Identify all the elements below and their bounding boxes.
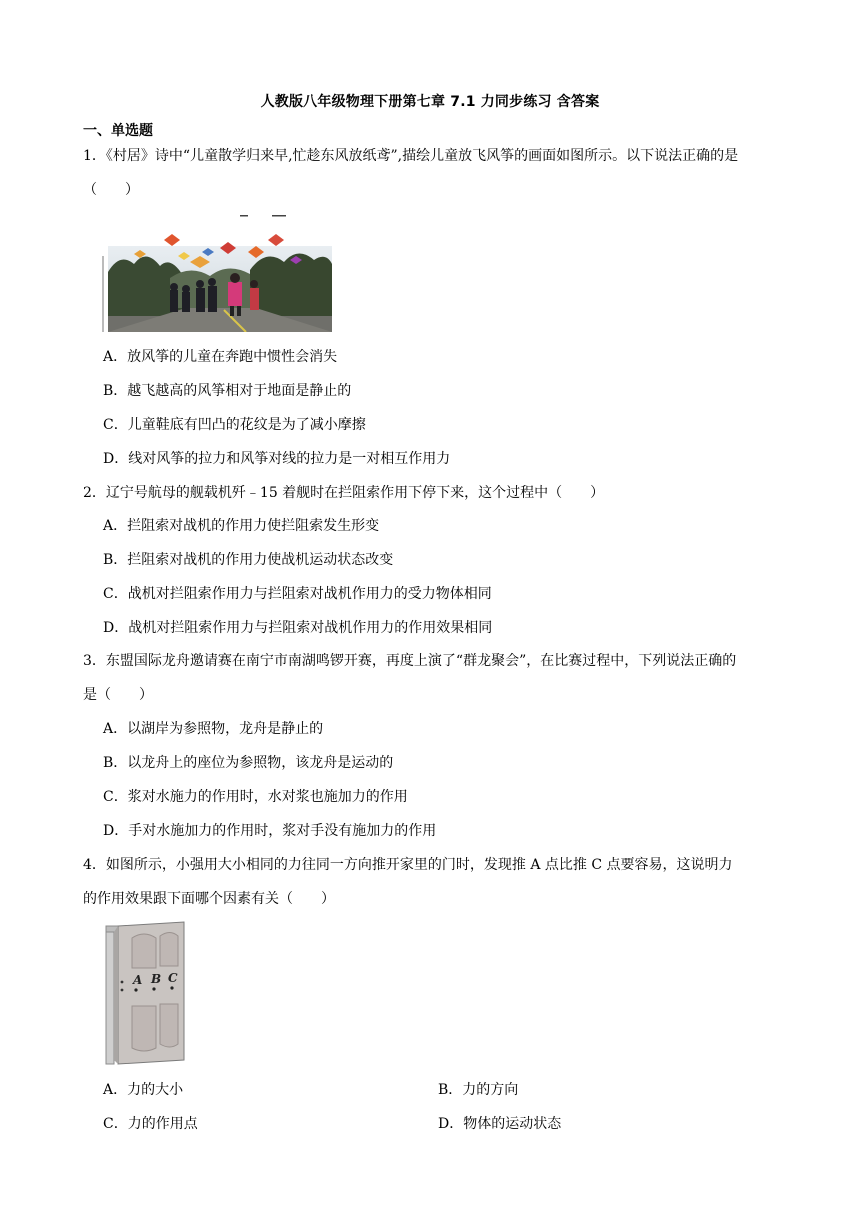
q2-option-b: B．拦阻索对战机的作用力使战机运动状态改变 [103, 552, 394, 568]
question-1-stem-cont: （ ） [83, 182, 139, 198]
question-2-stem: 2．辽宁号航母的舰载机歼﹣15 着舰时在拦阻索作用下停下来，这个过程中（ ） [83, 485, 605, 501]
q3-option-a: A．以湖岸为参照物，龙舟是静止的 [103, 721, 324, 737]
q3-option-b: B．以龙舟上的座位为参照物，该龙舟是运动的 [103, 755, 394, 771]
door-label-c: C [168, 971, 178, 985]
q4-option-d: D．物体的运动状态 [438, 1116, 562, 1132]
section-heading: 一、单选题 [83, 123, 153, 139]
q1-option-d: D．线对风筝的拉力和风筝对线的拉力是一对相互作用力 [103, 451, 451, 467]
door-label-b: B [151, 972, 162, 986]
q1-option-c: C．儿童鞋底有凹凸的花纹是为了减小摩擦 [103, 417, 366, 433]
kite-children-photo [100, 212, 332, 332]
q3-option-d: D．手对水施加力的作用时，浆对手没有施加力的作用 [103, 823, 437, 839]
door-label-a: A [133, 973, 143, 987]
q2-option-c: C．战机对拦阻索作用力与拦阻索对战机作用力的受力物体相同 [103, 586, 492, 602]
q4-option-c: C．力的作用点 [103, 1116, 198, 1132]
question-1-stem: 1．《村居》诗中“儿童散学归来早,忙趁东风放纸鸢”,描绘儿童放飞风筝的画面如图所示。以下说法正确的是 [83, 148, 739, 164]
q4-option-a: A．力的大小 [103, 1082, 184, 1098]
q1-option-b: B．越飞越高的风筝相对于地面是静止的 [103, 383, 352, 399]
question-3-stem-cont: 是（ ） [83, 687, 153, 703]
q3-option-c: C．浆对水施力的作用时，水对浆也施加力的作用 [103, 789, 408, 805]
question-4-stem: 4．如图所示，小强用大小相同的力往同一方向推开家里的门时，发现推 A 点比推 C 点要容易，这说明力 [83, 857, 733, 873]
question-3-stem: 3．东盟国际龙舟邀请赛在南宁市南湖鸣锣开赛，再度上演了“群龙聚会”，在比赛过程中，下列说法正确的 [83, 653, 737, 669]
question-4-stem-cont: 的作用效果跟下面哪个因素有关（ ） [83, 891, 335, 907]
q1-option-a: A．放风筝的儿童在奔跑中惯性会消失 [103, 349, 338, 365]
page-title: 人教版八年级物理下册第七章 7.1 力同步练习 含答案 [260, 94, 600, 110]
q2-option-a: A．拦阻索对战机的作用力使拦阻索发生形变 [103, 518, 380, 534]
q2-option-d: D．战机对拦阻索作用力与拦阻索对战机作用力的作用效果相同 [103, 620, 493, 636]
door-diagram [100, 920, 190, 1066]
q4-option-b: B．力的方向 [438, 1082, 519, 1098]
